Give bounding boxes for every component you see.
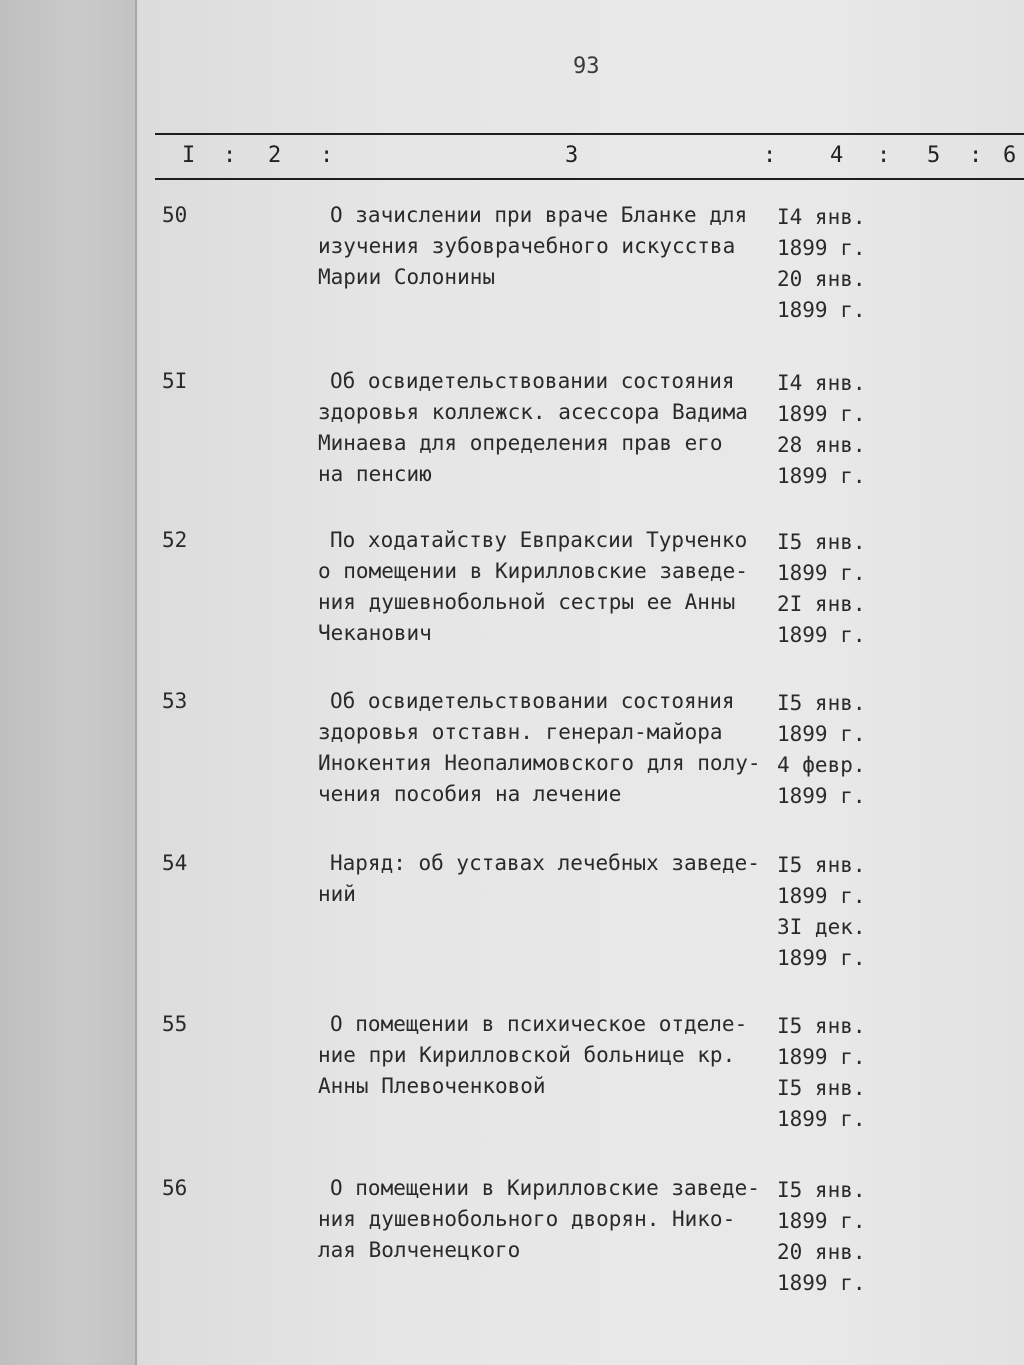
table-row [137, 848, 1024, 1008]
row-title: Наряд: об уставах лечебных заведе- ний [318, 851, 760, 906]
page-number: 93 [573, 54, 600, 79]
date-start: I4 янв. [777, 205, 866, 229]
table-row [137, 686, 1024, 846]
date-end-year: 1899 г. [777, 1107, 866, 1131]
header-sep-4: : [877, 143, 891, 168]
row-dates [777, 850, 877, 974]
table-row [137, 1173, 1024, 1333]
date-end: 28 янв. [777, 433, 866, 457]
row-title: Об освидетельствовании состояния здоровья отставн. генерал-майора Инокентия Неопалимовского для полу- чения пособия на лечение [318, 689, 761, 806]
date-start: I5 янв. [777, 1178, 866, 1202]
header-col-5: 5 [927, 143, 941, 168]
date-end: I5 янв. [777, 1076, 866, 1100]
date-start-year: 1899 г. [777, 1045, 866, 1069]
header-sep-3: : [763, 143, 777, 168]
row-dates [777, 1011, 877, 1135]
row-number: 5I [162, 369, 188, 393]
row-dates [777, 527, 877, 651]
date-start: I5 янв. [777, 530, 866, 554]
header-sep-1: : [223, 143, 237, 168]
row-number: 54 [162, 851, 188, 875]
header-sep-5: : [969, 143, 983, 168]
date-start: I5 янв. [777, 691, 866, 715]
facing-page-edge [0, 0, 137, 1365]
header-sep-2: : [320, 143, 334, 168]
row-title: О помещении в психическое отделе- ние при Кирилловской больнице кр. Анны Плевоченковой [318, 1012, 748, 1098]
document-page [137, 0, 1024, 1365]
table-row [137, 525, 1024, 685]
row-dates [777, 1175, 877, 1299]
row-dates [777, 202, 877, 326]
header-col-1: I [182, 143, 196, 168]
date-end-year: 1899 г. [777, 298, 866, 322]
date-end: 20 янв. [777, 267, 866, 291]
table-header-bottom-rule [155, 178, 1024, 180]
date-end-year: 1899 г. [777, 946, 866, 970]
row-number: 55 [162, 1012, 188, 1036]
date-start: I4 янв. [777, 371, 866, 395]
header-col-3: 3 [565, 143, 579, 168]
table-row [137, 200, 1024, 360]
header-col-2: 2 [268, 143, 282, 168]
table-row [137, 366, 1024, 526]
date-start: I5 янв. [777, 1014, 866, 1038]
date-start-year: 1899 г. [777, 236, 866, 260]
date-end-year: 1899 г. [777, 623, 866, 647]
row-dates [777, 688, 877, 812]
date-start-year: 1899 г. [777, 1209, 866, 1233]
row-title: О зачислении при враче Бланке для изучения зубоврачебного искусства Марии Солонины [318, 203, 748, 289]
row-title: По ходатайству Евпраксии Турченко о помещении в Кирилловские заведе- ния душевнобольной сестры ее Анны Чеканович [318, 528, 748, 645]
date-start-year: 1899 г. [777, 561, 866, 585]
date-end: 2I янв. [777, 592, 866, 616]
date-end: 3I дек. [777, 915, 866, 939]
header-col-6: 6 [1003, 143, 1017, 168]
date-end: 4 февр. [777, 753, 866, 777]
row-number: 56 [162, 1176, 188, 1200]
row-dates [777, 368, 877, 492]
date-end-year: 1899 г. [777, 464, 866, 488]
date-start-year: 1899 г. [777, 884, 866, 908]
date-start: I5 янв. [777, 853, 866, 877]
row-number: 50 [162, 203, 188, 227]
date-end: 20 янв. [777, 1240, 866, 1264]
row-title: Об освидетельствовании состояния здоровья коллежск. асессора Вадима Минаева для определения прав его на пенсию [318, 369, 748, 486]
row-number: 53 [162, 689, 188, 713]
date-start-year: 1899 г. [777, 402, 866, 426]
date-end-year: 1899 г. [777, 784, 866, 808]
date-end-year: 1899 г. [777, 1271, 866, 1295]
header-col-4: 4 [830, 143, 844, 168]
row-number: 52 [162, 528, 188, 552]
table-top-rule [155, 133, 1024, 135]
date-start-year: 1899 г. [777, 722, 866, 746]
row-title: О помещении в Кирилловские заведе- ния душевнобольного дворян. Нико- лая Волченецкого [318, 1176, 760, 1262]
table-row [137, 1009, 1024, 1169]
